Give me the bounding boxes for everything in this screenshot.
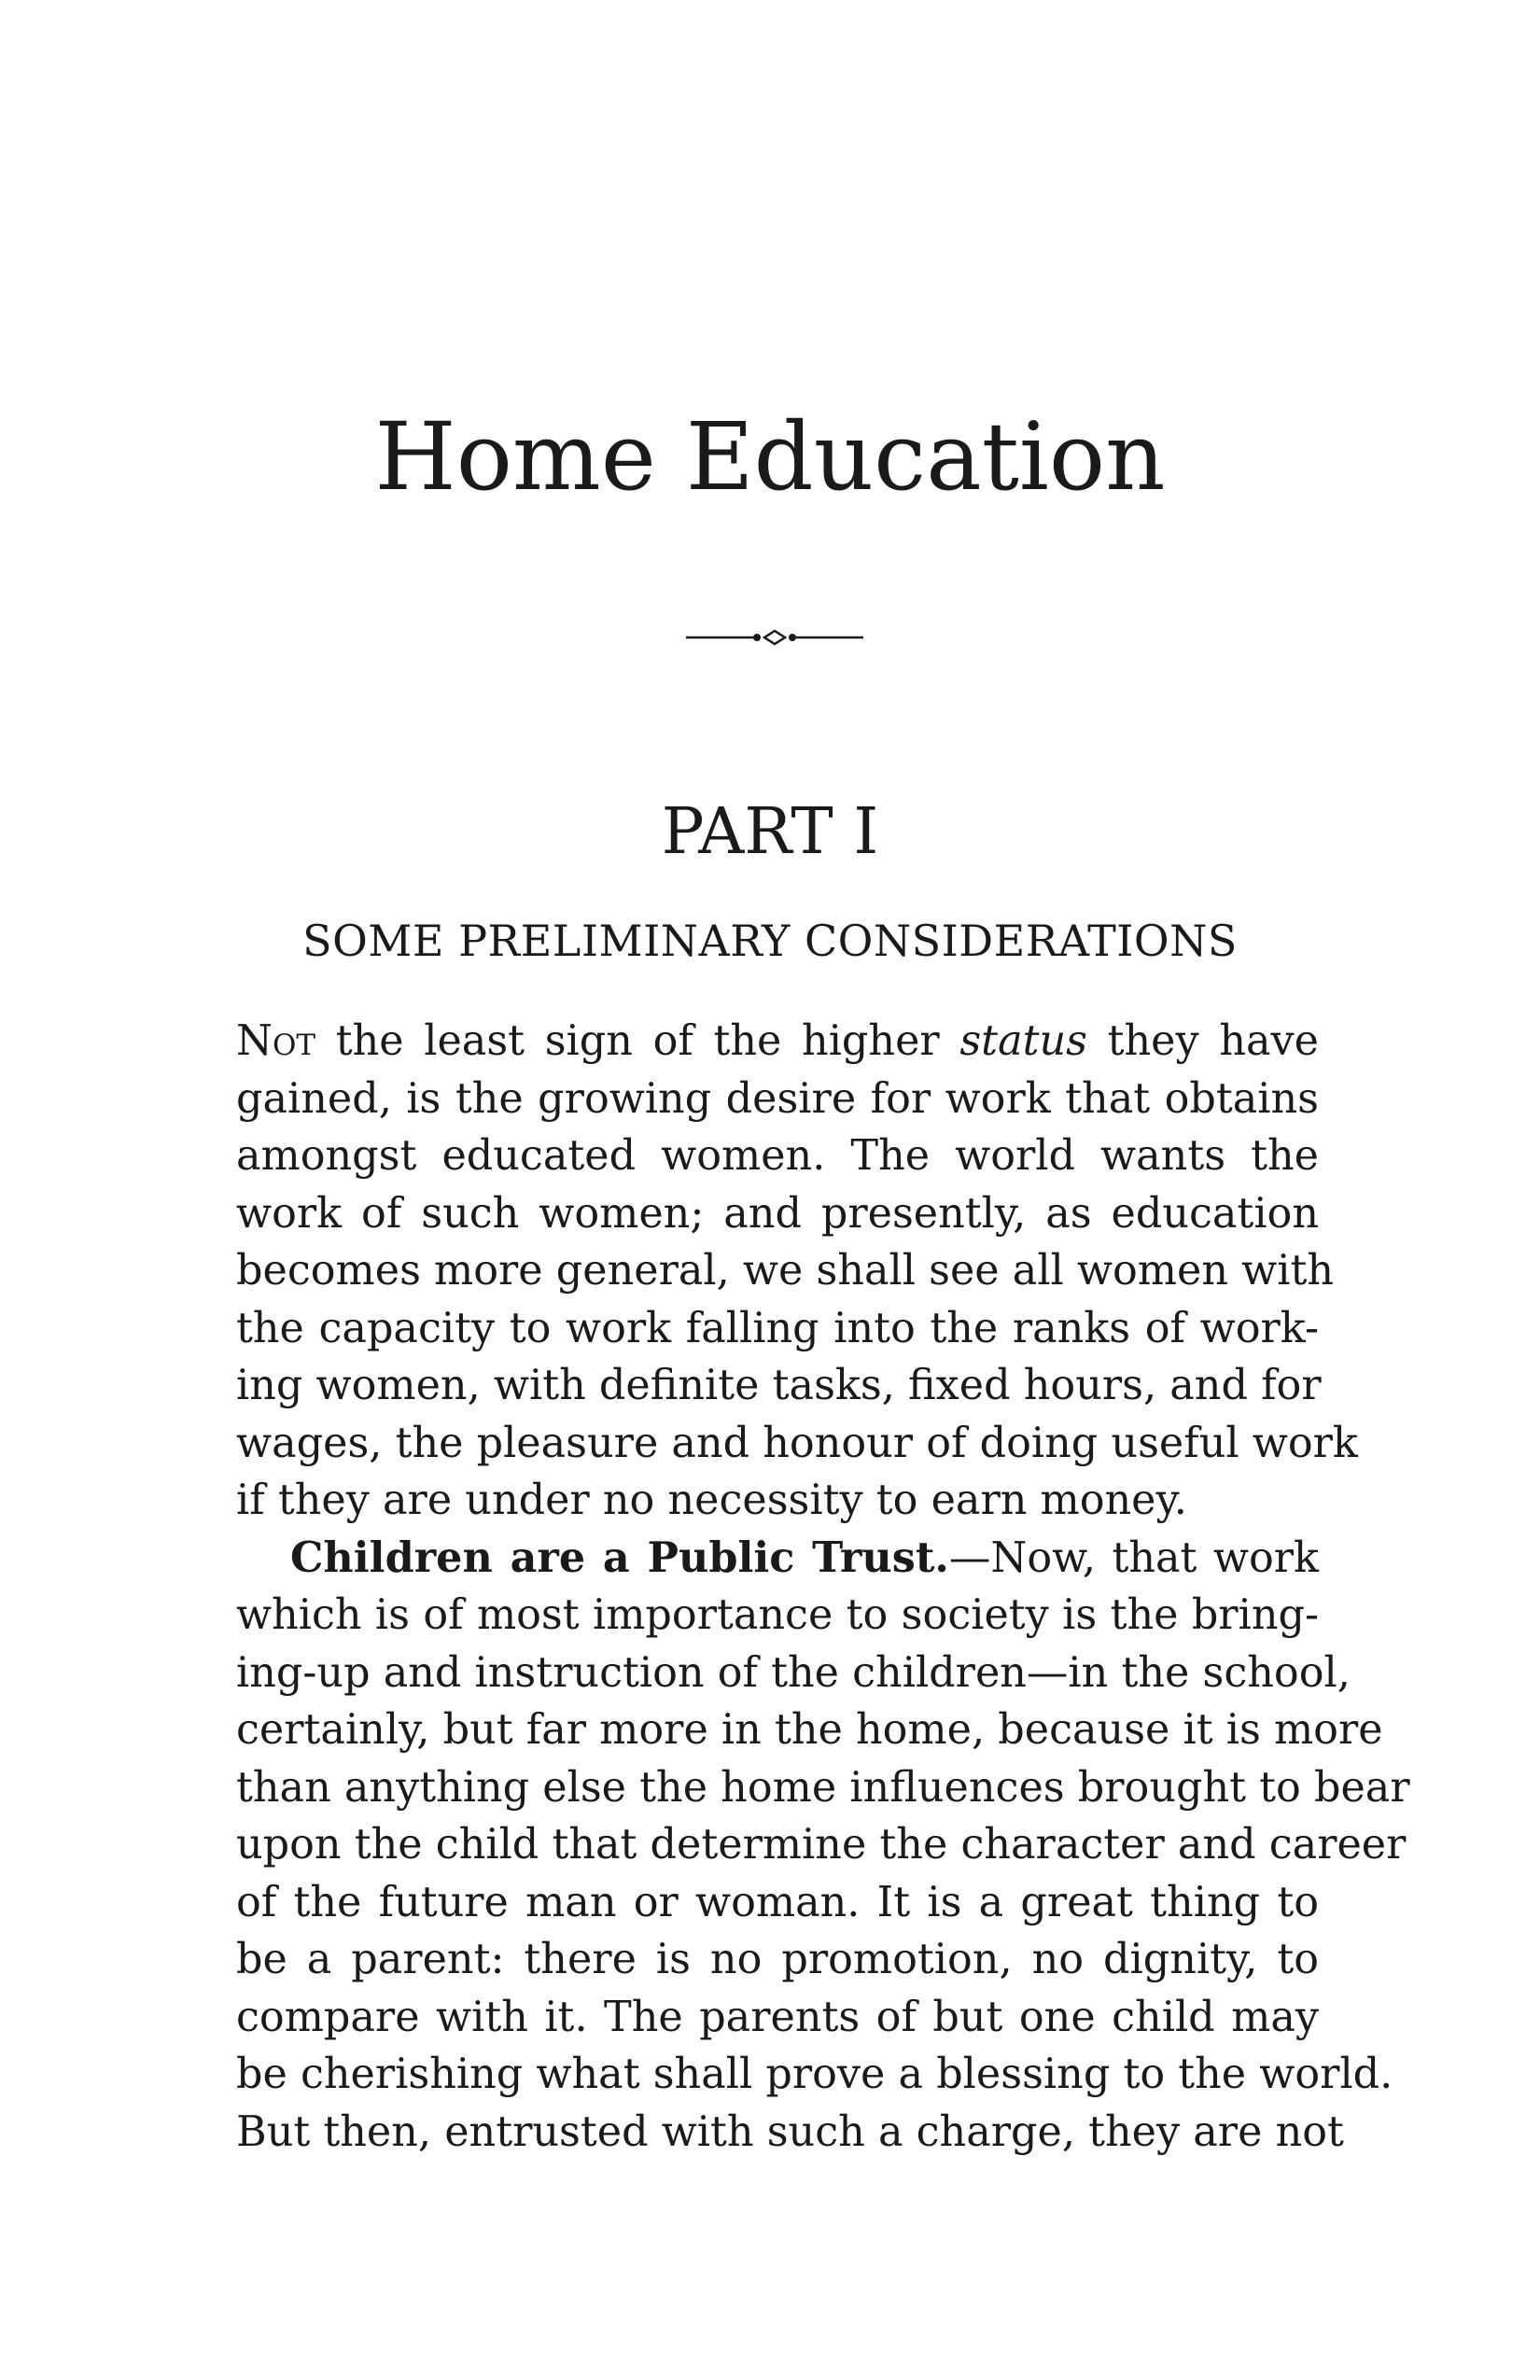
- text-line: certainly, but far more in the home, because it is more: [236, 1706, 1383, 1754]
- text-line: amongst educated women. The world wants the: [236, 1132, 1319, 1180]
- text-line: But then, entrusted with such a charge, they are not: [236, 2107, 1344, 2156]
- text-line: be cherishing what shall prove a blessing to the world.: [236, 2051, 1393, 2098]
- text-line: compare with it. The parents of but one child may: [236, 1993, 1319, 2041]
- text-line: [236, 1013, 1319, 1071]
- text-line: of the future man or woman. It is a great thing to: [236, 1878, 1319, 1926]
- section-heading: Children are a Public Trust.: [290, 1533, 949, 1582]
- text-fragment: the least sign of the higher: [315, 1017, 960, 1065]
- text-line: be a parent: there is no promotion, no dignity, to: [236, 1936, 1319, 1983]
- text-line: wages, the pleasure and honour of doing useful work: [236, 1419, 1358, 1467]
- ornament-divider-icon: [686, 621, 863, 654]
- text-line: ing-up and instruction of the children—in the school,: [236, 1648, 1351, 1697]
- body-text: [236, 1013, 1410, 2161]
- text-line: gained, is the growing desire for work that obtains: [236, 1074, 1319, 1123]
- text-line: the capacity to work falling into the ranks of work-: [236, 1304, 1319, 1352]
- text-line: ing women, with definite tasks, fixed hours, and for: [236, 1362, 1322, 1409]
- text-line: work of such women; and presently, as education: [236, 1189, 1319, 1238]
- text-line: than anything else the home influences brought to bear: [236, 1763, 1410, 1812]
- part-subheading: SOME PRELIMINARY CONSIDERATIONS: [302, 916, 1238, 966]
- italic-word: status: [959, 1017, 1087, 1065]
- page-title: Home Education: [374, 402, 1166, 511]
- part-heading: PART I: [661, 795, 879, 869]
- text-fragment: they have: [1086, 1017, 1319, 1065]
- text-line: upon the child that determine the character and career: [236, 1821, 1407, 1869]
- text-line: becomes more general, we shall see all women with: [236, 1247, 1335, 1295]
- text-line: [236, 1530, 1319, 1588]
- text-line: if they are under no necessity to earn money.: [236, 1477, 1187, 1524]
- opening-word: Not: [236, 1017, 316, 1065]
- text-fragment: —Now, that work: [948, 1533, 1319, 1582]
- text-line: which is of most importance to society is the bring-: [236, 1591, 1319, 1639]
